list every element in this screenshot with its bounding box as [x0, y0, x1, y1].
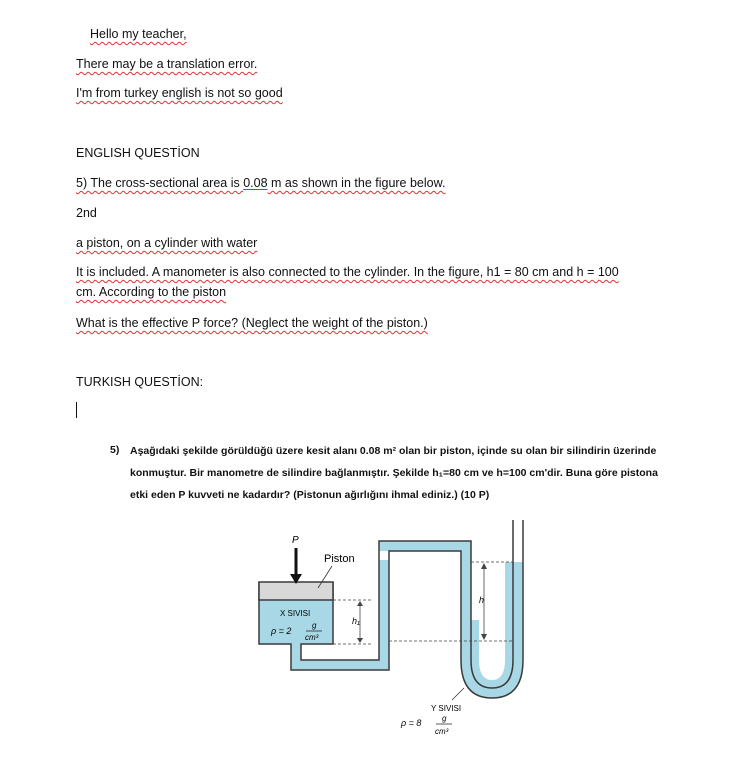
- y-unit-numerator: g: [442, 714, 447, 723]
- x-unit-denominator: cm³: [305, 633, 319, 642]
- y-unit-denominator: cm³: [435, 727, 449, 736]
- greeting-text-2: There may be a translation error.: [76, 57, 258, 71]
- u-tube-fluid: [471, 562, 513, 690]
- greeting-text-1: Hello my teacher,: [90, 27, 187, 41]
- h-label: h: [479, 595, 485, 605]
- english-q-suffix: m as shown in the figure below.: [267, 176, 446, 190]
- riser-fluid: [379, 560, 389, 670]
- cylinder-fluid: [259, 600, 333, 644]
- force-label: P: [292, 535, 299, 546]
- english-q-prefix: 5) The cross-sectional area is: [76, 176, 244, 190]
- greeting-text-3: I'm from turkey english is not so good: [76, 86, 283, 100]
- top-pipe-fluid: [379, 541, 471, 551]
- h-arrow-top: [481, 563, 487, 569]
- h1-arrow-bottom: [357, 638, 363, 643]
- english-included-text: It is included. A manometer is also connected to the cylinder. In the figure, h1 = 80 cm and h = 100: [76, 265, 619, 279]
- english-heading: ENGLISH QUESTİON: [76, 146, 200, 160]
- y-fluid-label: Y SIVISI: [431, 704, 462, 713]
- english-q-value: 0.08: [243, 176, 268, 190]
- h1-label: h₁: [352, 616, 360, 626]
- english-cm-text: cm. According to the piston: [76, 285, 227, 299]
- x-fluid-label: X SIVISI: [280, 609, 311, 618]
- h-dimension: [389, 562, 513, 641]
- h1-arrow-top: [357, 601, 363, 606]
- y-leader-line: [452, 688, 464, 700]
- h-arrow-bottom: [481, 634, 487, 640]
- x-density-label: ρ = 2: [271, 626, 292, 636]
- turkish-line-1: Aşağıdaki şekilde görüldüğü üzere kesit alanı 0.08 m² olan bir piston, içinde su olan bir silindirin üzerinde: [130, 445, 657, 457]
- english-what-text: What is the effective P force? (Neglect the weight of the piston.): [76, 316, 428, 330]
- x-unit-numerator: g: [312, 621, 317, 630]
- turkish-heading: TURKISH QUESTİON:: [76, 375, 204, 389]
- turkish-line-2: konmuştur. Bir manometre de silindire bağlanmıştır. Şekilde h₁=80 cm ve h=100 cm'dir. Buna göre pistona: [130, 467, 658, 479]
- piston-label: Piston: [324, 553, 355, 565]
- piston: [259, 582, 333, 600]
- turkish-line-3: etki eden P kuvveti ne kadardır? (Pistonun ağırlığını ihmal ediniz.) (10 P): [130, 489, 490, 501]
- english-line-2nd: 2nd: [76, 206, 97, 220]
- horizontal-pipe-fluid: [291, 660, 389, 670]
- turkish-question-number: 5): [110, 444, 120, 456]
- y-density-label: ρ = 8: [401, 718, 422, 728]
- english-piston-text: a piston, on a cylinder with water: [76, 236, 258, 250]
